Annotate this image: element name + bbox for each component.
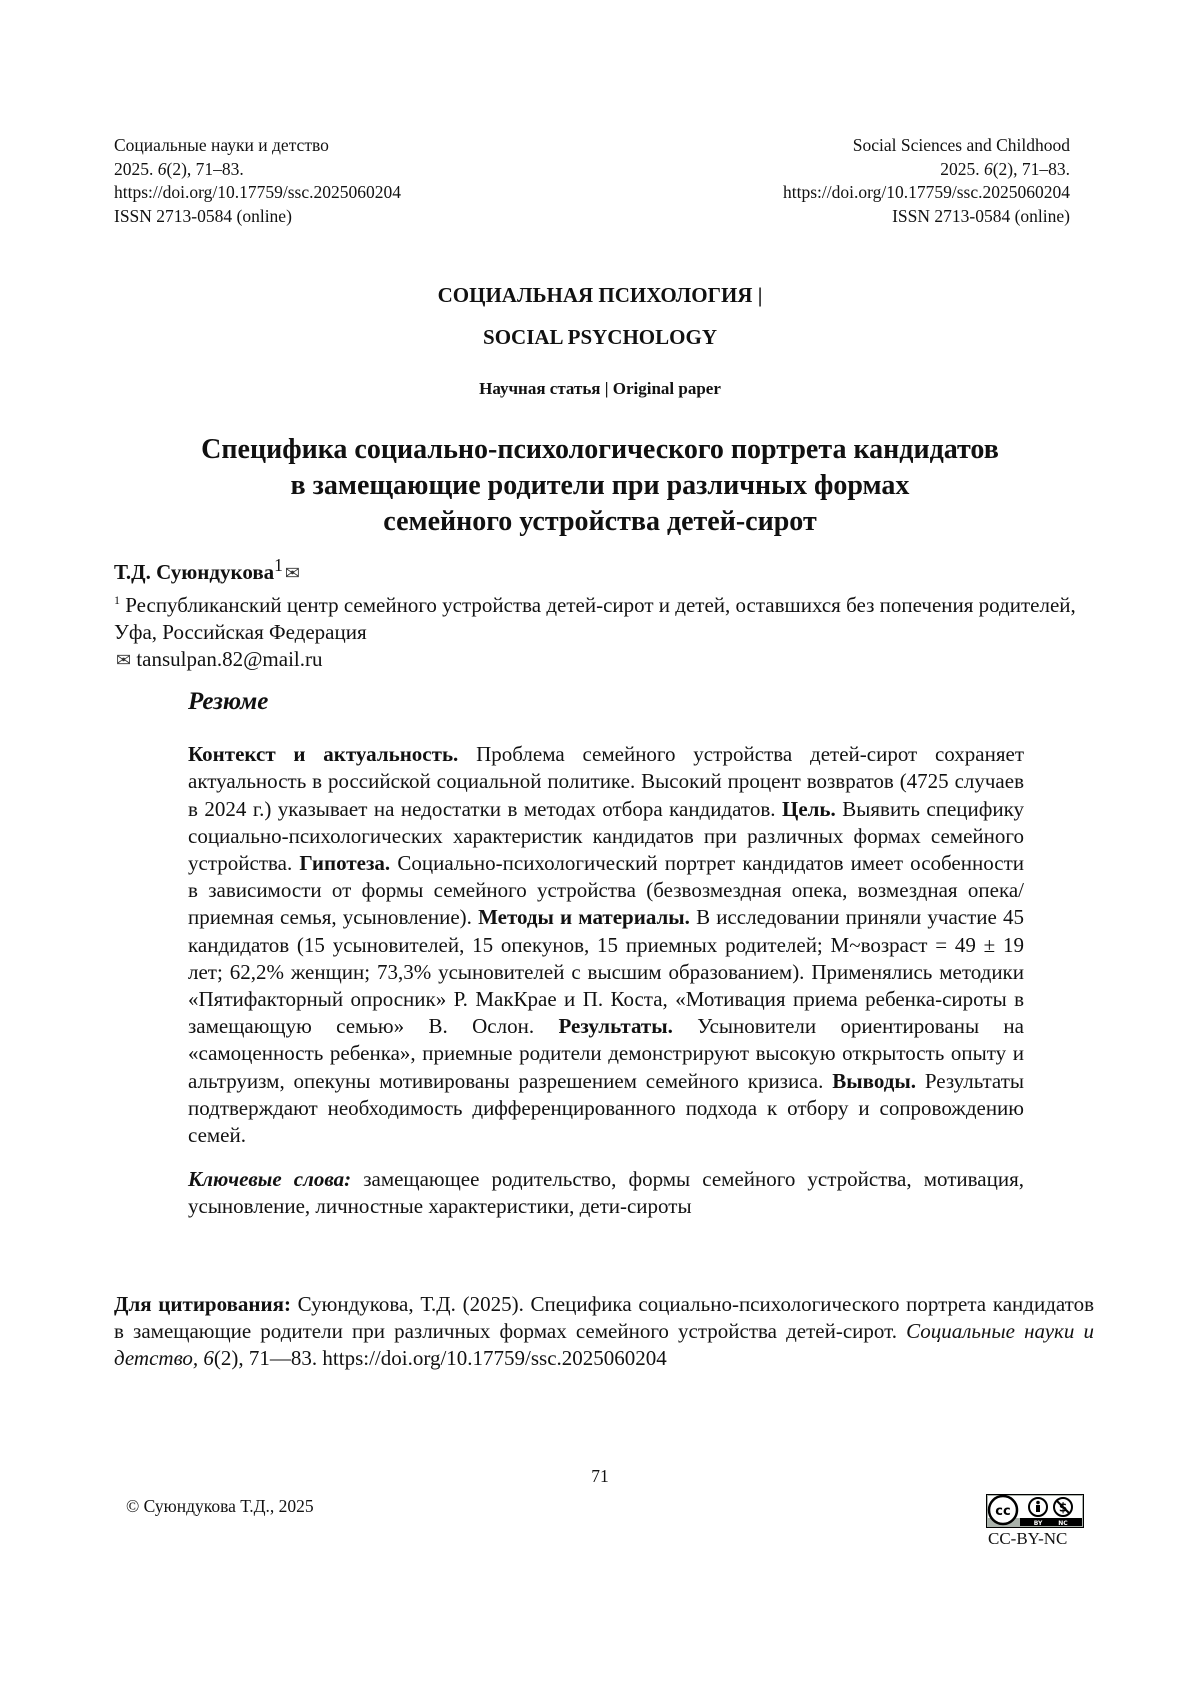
issn-ru: ISSN 2713-0584 (online) [114, 205, 401, 229]
methods-text: В исследовании приняли участие 45 кандидатов (15 усыновителей, 15 опекунов, 15 приемных родителей; M~возраст = 49 ± 19 лет; 62,2% женщин; 73,3% усыновителей с высшим образованием). Применялись методики «Пятифакторный опросник» Р. МакКрае и П. Коста, «Мотивация приема ребенка-сироты в замещающую семью» В. Ослон. [188, 905, 1024, 1038]
results-text: Усыновители ориентированы на «самоценность ребенка», приемные родители демонстрируют высокую открытость опыту и альтруизм, опекуны мотивированы разрешением семейного кризиса. [188, 1014, 1024, 1092]
citation-journal: Социальные науки и детство, [114, 1319, 1094, 1370]
context-text: Проблема семейного устройства детей-сирот сохраняет актуальность в российской социальной политике. Высокий процент возвратов (4725 случаев в 2024 г.) указывает на недостатки в методах отбора кандидатов. [188, 742, 1024, 820]
page-number: 71 [0, 1466, 1200, 1487]
affiliation [114, 587, 1094, 646]
running-header-left [114, 134, 401, 228]
doi-link-ru[interactable]: https://doi.org/10.17759/ssc.2025060204 [114, 181, 401, 205]
conclusions-label: Выводы. [832, 1069, 916, 1093]
svg-text:NC: NC [1058, 1520, 1068, 1527]
issue-info-en: 2025. 6(2), 71–83. [783, 158, 1070, 182]
goal-text: Выявить специфику социально-психологических характеристик кандидатов при различных формах семейного устройства. [188, 797, 1024, 875]
copyright: © Суюндукова Т.Д., 2025 [126, 1496, 314, 1517]
issue-info-ru: 2025. 6(2), 71–83. [114, 158, 401, 182]
svg-text:cc: cc [995, 1504, 1010, 1519]
author-block [114, 552, 1094, 674]
abstract-heading: Резюме [188, 688, 1024, 715]
methods-label: Методы и материалы. [478, 905, 690, 929]
license-label: CC-BY-NC [986, 1529, 1086, 1549]
hypothesis-label: Гипотеза. [299, 851, 390, 875]
affiliation-sup: 1 [114, 593, 120, 607]
citation-pages: 71—83. [244, 1346, 318, 1370]
title-line-1: Специфика социально-психологического портрета кандидатов [100, 432, 1100, 468]
article-title [100, 432, 1100, 540]
keywords-label: Ключевые слова: [188, 1167, 351, 1191]
journal-name-en: Social Sciences and Childhood [783, 134, 1070, 158]
issn-en: ISSN 2713-0584 (online) [783, 205, 1070, 229]
affiliation-text: Республиканский центр семейного устройства детей-сирот и детей, оставшихся без попечения родителей, Уфа, Российская Федерация [114, 593, 1076, 644]
envelope-icon: ✉ [116, 647, 131, 674]
author-sup: 1 [274, 555, 283, 575]
keywords-text: замещающее родительство, формы семейного устройства, мотивация, усыновление, личностные характеристики, дети-сироты [188, 1167, 1024, 1218]
running-header-right [783, 134, 1070, 228]
citation-text: Суюндукова, Т.Д. (2025). Специфика социально-психологического портрета кандидатов в замещающие родители при различных формах семейного устройства детей-сирот. [114, 1292, 1094, 1343]
article-type: Научная статья | Original paper [0, 379, 1200, 399]
keywords [188, 1166, 1024, 1220]
citation-label: Для цитирования: [114, 1292, 291, 1316]
author-email[interactable]: tansulpan.82@mail.ru [136, 647, 322, 671]
results-label: Результаты. [558, 1014, 672, 1038]
doi-link-en[interactable]: https://doi.org/10.17759/ssc.2025060204 [783, 181, 1070, 205]
email-line [114, 646, 1094, 674]
conclusions-text: Результаты подтверждают необходимость дифференцированного подхода к отбору и сопровождению семей. [188, 1069, 1024, 1147]
goal-label: Цель. [782, 797, 836, 821]
cc-by-nc-badge-icon [986, 1494, 1084, 1528]
author-line [114, 552, 1094, 587]
author-name: Т.Д. Суюндукова [114, 560, 274, 584]
title-line-3: семейного устройства детей-сирот [100, 504, 1100, 540]
section-heading-ru: СОЦИАЛЬНАЯ ПСИХОЛОГИЯ | [0, 274, 1200, 316]
context-label: Контекст и актуальность. [188, 742, 458, 766]
journal-name-ru: Социальные науки и детство [114, 134, 401, 158]
citation-issue: (2), [214, 1346, 244, 1370]
running-header [114, 134, 1070, 228]
citation-volume: 6 [198, 1346, 214, 1370]
citation-doi[interactable]: https://doi.org/10.17759/ssc.2025060204 [317, 1346, 667, 1370]
svg-text:BY: BY [1034, 1520, 1043, 1527]
abstract [188, 688, 1024, 1221]
license-block [986, 1494, 1086, 1549]
section-heading [0, 274, 1200, 358]
section-heading-en: SOCIAL PSYCHOLOGY [0, 316, 1200, 358]
hypothesis-text: Социально-психологический портрет кандидатов имеет особенности в зависимости от формы семейного устройства (безвозмездная опека, возмездная опека/приемная семья, усыновление). [188, 851, 1024, 929]
abstract-text [188, 741, 1024, 1149]
title-line-2: в замещающие родители при различных формах [100, 468, 1100, 504]
citation [114, 1291, 1094, 1372]
envelope-icon: ✉ [285, 560, 300, 587]
